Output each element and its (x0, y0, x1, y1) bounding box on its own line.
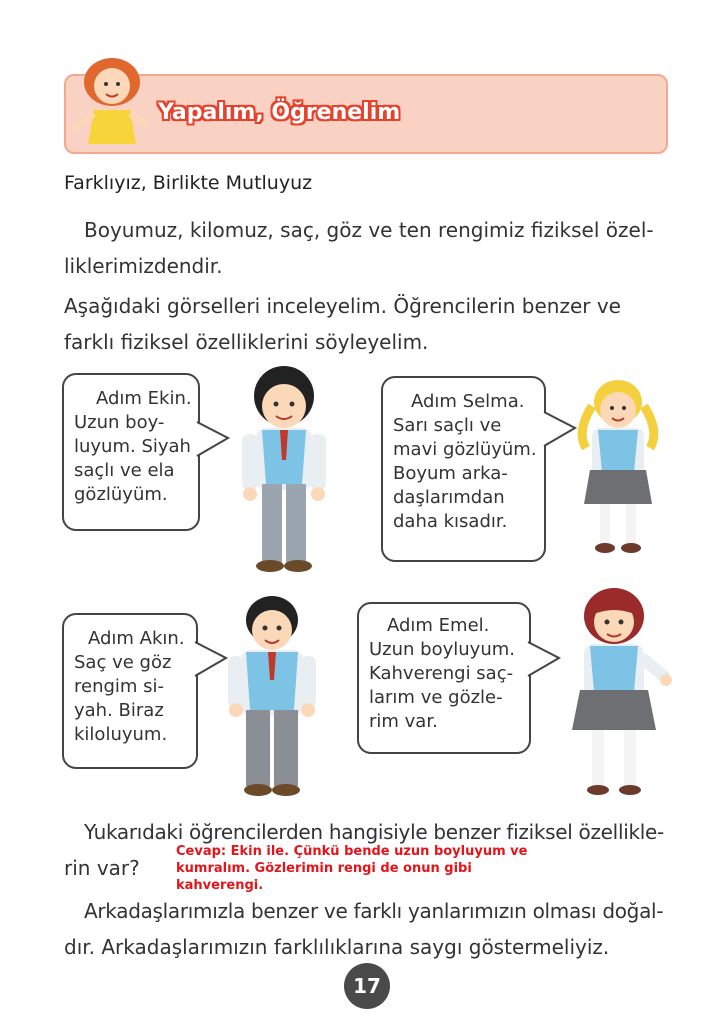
paragraph-line: dır. Arkadaşlarımızın farklılıklarına saygı göstermeliyiz. (64, 935, 610, 959)
bubble-line: gözlüyüm. (74, 484, 168, 505)
bubble-line: Uzun boy- (74, 412, 165, 433)
bubble-line: Adım Emel. (387, 615, 490, 636)
paragraph-line: Arkadaşlarımızla benzer ve farklı yanlarımızın olması doğal- (84, 899, 664, 923)
bubble-line: kiloluyum. (74, 724, 168, 745)
bubble-line: yah. Biraz (74, 700, 164, 721)
girl-selma-illustration (572, 372, 664, 558)
answer-line: kahverengi. (176, 878, 264, 893)
bubble-line: Uzun boyluyum. (369, 639, 515, 660)
bubble-line: Boyum arka- (393, 463, 508, 484)
bubble-tail-icon (196, 420, 230, 460)
bubble-line: saçlı ve ela (74, 460, 175, 481)
bubble-line: Adım Akın. (88, 628, 185, 649)
bubble-line: luyum. Siyah (74, 436, 191, 457)
speech-bubble-ekin (62, 373, 200, 531)
page-number: 17 (344, 963, 390, 1009)
bubble-line: daşlarımdan (393, 487, 505, 508)
speech-bubble-emel (357, 602, 531, 754)
answer-annotation (176, 843, 536, 894)
bubble-line: Adım Ekin. (96, 388, 192, 409)
paragraph-instruction (64, 288, 674, 360)
boy-akin-illustration (222, 590, 322, 802)
paragraph-line: farklı fiziksel özelliklerini söyleyelim. (64, 330, 429, 354)
bubble-line: rengim si- (74, 676, 165, 697)
paragraph-line: rin var? (64, 856, 140, 880)
paragraph-line: liklerimizdendir. (64, 254, 223, 278)
section-title: Farklıyız, Birlikte Mutluyuz (64, 172, 313, 194)
bubble-line: Kahverengi saç- (369, 663, 514, 684)
paragraph-intro (64, 212, 674, 284)
boy-ekin-illustration (232, 360, 336, 578)
bubble-tail-icon (527, 640, 561, 680)
bubble-line: larım ve gözle- (369, 687, 503, 708)
girl-emel-illustration (562, 582, 672, 804)
bubble-line: daha kısadır. (393, 511, 508, 532)
paragraph-line: Boyumuz, kilomuz, saç, göz ve ten rengimiz fiziksel özel- (84, 218, 654, 242)
paragraph-line: Aşağıdaki görselleri inceleyelim. Öğrencilerin benzer ve (64, 294, 621, 318)
bubble-line: Adım Selma. (411, 391, 525, 412)
paragraph-line: Yukarıdaki öğrencilerden hangisiyle benzer fiziksel özellikle- (84, 820, 664, 844)
girl-mascot-icon (66, 52, 158, 152)
speech-bubble-akin (62, 613, 198, 769)
bubble-line: mavi gözlüyüm. (393, 439, 537, 460)
banner-title: Yapalım, Öğrenelim (158, 100, 401, 125)
bubble-line: rim var. (369, 711, 438, 732)
answer-line: Cevap: Ekin ile. Çünkü bende uzun boyluyum ve (176, 844, 528, 859)
speech-bubble-selma (381, 376, 546, 562)
bubble-line: Saç ve göz (74, 652, 172, 673)
closing-paragraph (64, 893, 674, 965)
bubble-line: Sarı saçlı ve (393, 415, 502, 436)
answer-line: kumralım. Gözlerimin rengi de onun gibi (176, 861, 472, 876)
